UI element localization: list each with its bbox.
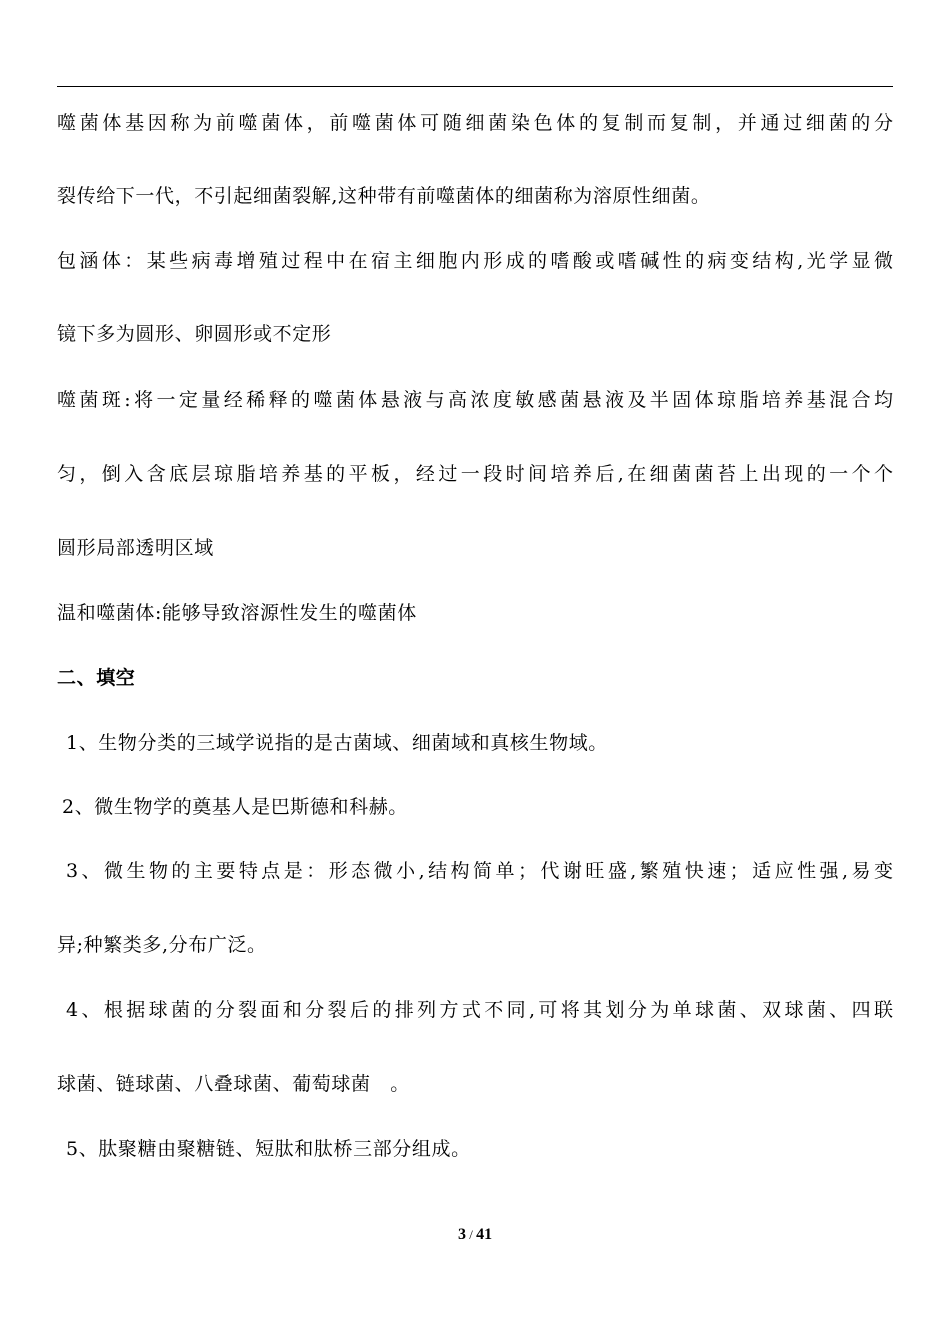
inclusion-body-definition-line-1: 包涵体：某些病毒增殖过程中在宿主细胞内形成的嗜酸或嗜碱性的病变结构,光学显微: [57, 250, 893, 272]
inclusion-body-definition-line-2: 镜下多为圆形、卵圆形或不定形: [57, 323, 332, 345]
plaque-definition-line-2: 匀，倒入含底层琼脂培养基的平板，经过一段时间培养后,在细菌菌苔上出现的一个个: [57, 463, 893, 485]
section-heading-fill-in: 二、填空: [57, 667, 136, 689]
total-pages: 41: [476, 1226, 493, 1243]
fill-in-question-2: 2、微生物学的奠基人是巴斯德和科赫。: [62, 796, 408, 818]
fill-in-question-3-line-1: 3、微生物的主要特点是：形态微小,结构简单；代谢旺盛,繁殖快速；适应性强,易变: [66, 860, 893, 882]
fill-in-question-5: 5、肽聚糖由聚糖链、短肽和肽桥三部分组成。: [66, 1138, 471, 1160]
plaque-definition-line-1: 噬菌斑:将一定量经稀释的噬菌体悬液与高浓度敏感菌悬液及半固体琼脂培养基混合均: [57, 389, 893, 411]
prophage-definition-line-2: 裂传给下一代，不引起细菌裂解,这种带有前噬菌体的细菌称为溶原性细菌。: [57, 185, 711, 207]
fill-in-question-3-line-2: 异;种繁类多,分布广泛。: [57, 934, 267, 956]
prophage-definition-line-1: 噬菌体基因称为前噬菌体，前噬菌体可随细菌染色体的复制而复制，并通过细菌的分: [57, 112, 893, 134]
header-rule: [57, 86, 893, 87]
page-number-footer: [0, 1226, 950, 1244]
fill-in-question-4-line-2: 球菌、链球菌、八叠球菌、葡萄球菌 。: [57, 1073, 410, 1095]
plaque-definition-line-3: 圆形局部透明区域: [57, 537, 214, 559]
fill-in-question-1: 1、生物分类的三域学说指的是古菌域、细菌域和真核生物域。: [66, 732, 608, 754]
temperate-phage-definition: 温和噬菌体:能够导致溶源性发生的噬菌体: [57, 602, 417, 624]
current-page-number: 3: [457, 1226, 466, 1243]
page-separator: /: [465, 1227, 477, 1242]
fill-in-question-4-line-1: 4、根据球菌的分裂面和分裂后的排列方式不同,可将其划分为单球菌、双球菌、四联: [66, 999, 893, 1021]
